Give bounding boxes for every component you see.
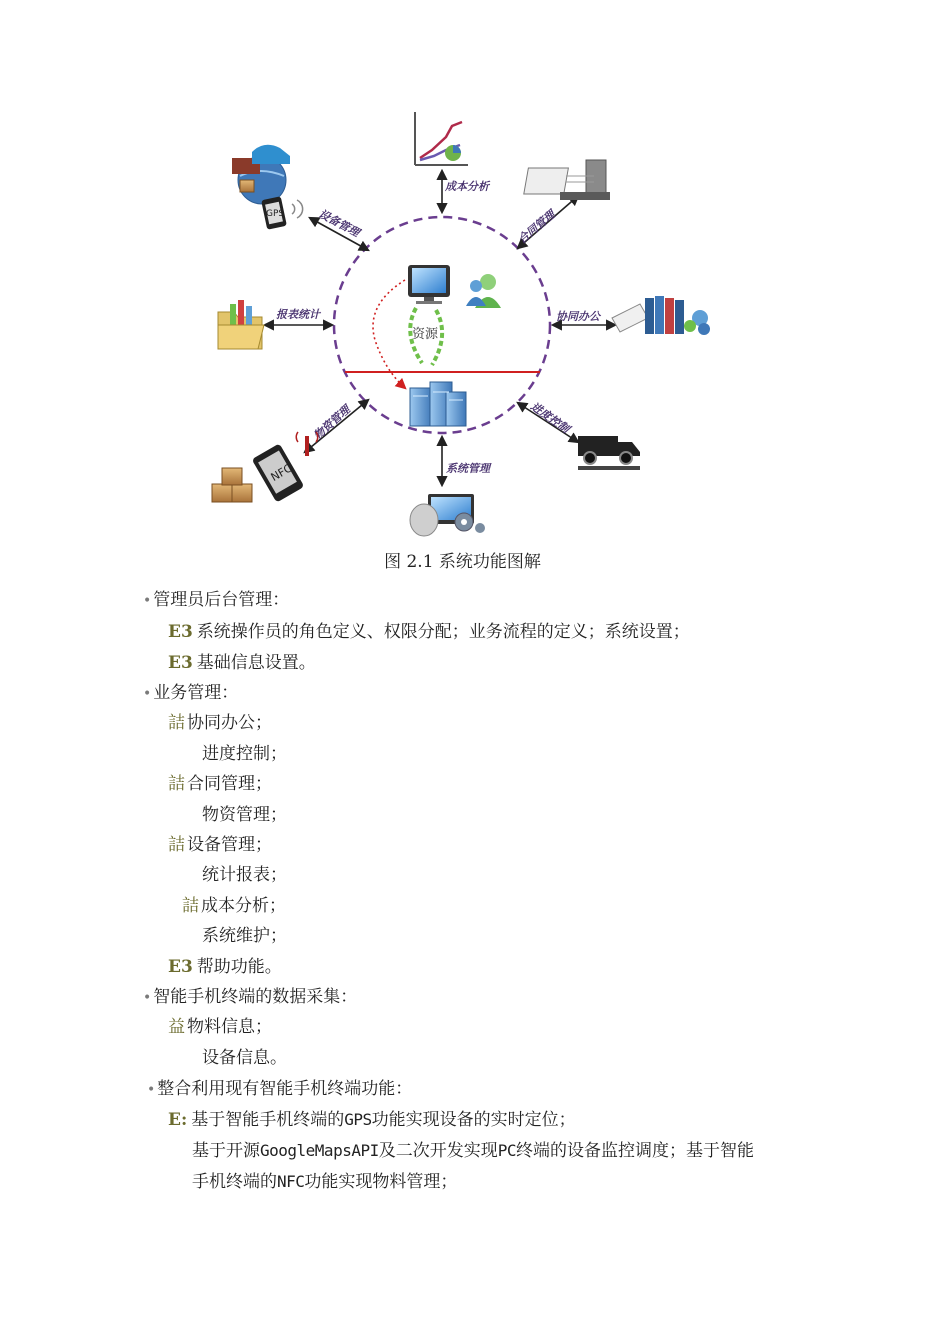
center-computer-icon — [408, 265, 450, 304]
users-icon — [466, 274, 501, 308]
gps-text: GPS — [266, 209, 285, 219]
system-computer-icon — [410, 494, 485, 536]
item-text: 基于开源 — [192, 1141, 260, 1161]
item-text: 及二次开发实现 — [378, 1141, 498, 1161]
item-marker: E: — [168, 1110, 188, 1130]
item-marker: 詰 — [168, 774, 185, 794]
list-item — [168, 1016, 272, 1038]
item-text: 协同办公； — [187, 713, 272, 733]
item-text: 基于智能手机终端的 — [191, 1110, 345, 1130]
truck-icon — [578, 436, 640, 470]
boxes-icon — [212, 468, 252, 502]
section-business — [143, 682, 238, 705]
list-item: 设备信息。 — [202, 1048, 287, 1068]
item-text: 基础信息设置。 — [196, 653, 316, 673]
item-marker: 詰 — [168, 835, 185, 855]
item-text: 成本分析； — [201, 896, 286, 916]
section-title: 整合利用现有智能手机终端功能： — [157, 1079, 413, 1099]
list-item: 统计报表； — [202, 865, 287, 885]
figure-caption: 图 2.1 系统功能图解 — [384, 552, 541, 572]
collaboration-icon — [612, 296, 710, 335]
item-text: 合同管理； — [187, 774, 272, 794]
item-marker: 詰 — [168, 713, 185, 733]
item-text: 物料信息； — [187, 1017, 272, 1037]
label-material: 物资管理 — [311, 403, 353, 443]
system-function-diagram — [0, 0, 950, 545]
list-item — [168, 834, 272, 856]
section-mobile-data — [143, 986, 357, 1009]
list-item — [168, 773, 272, 795]
folder-icon — [218, 300, 264, 349]
label-progress: 进度控制 — [528, 399, 572, 436]
chart-icon — [415, 112, 468, 165]
item-text: 帮助功能。 — [196, 957, 282, 977]
bullet: • — [143, 990, 152, 1006]
list-item: 系统维护； — [202, 926, 287, 946]
label-contract: 合同管理 — [515, 208, 558, 247]
list-item — [168, 1109, 576, 1131]
list-item — [192, 1171, 457, 1193]
bullet: • — [147, 1082, 156, 1098]
label-report: 报表统计 — [276, 308, 320, 321]
item-marker: 詰 — [182, 896, 199, 916]
nfc-phone-icon — [252, 432, 318, 503]
list-item: 进度控制； — [202, 744, 287, 764]
section-title: 智能手机终端的数据采集： — [153, 987, 358, 1007]
contract-icon — [524, 160, 610, 200]
list-item — [192, 1140, 754, 1162]
list-item — [182, 895, 286, 917]
item-text: PC — [497, 1141, 516, 1160]
label-device: 设备管理 — [316, 207, 362, 240]
device-icon — [232, 145, 303, 230]
item-marker: E3 — [168, 957, 193, 977]
item-text: NFC — [277, 1172, 305, 1191]
section-title: 业务管理： — [153, 683, 239, 703]
list-item — [168, 712, 272, 734]
label-collab: 协同办公 — [556, 310, 600, 323]
item-marker: E3 — [168, 622, 193, 642]
center-label: 资源 — [411, 327, 439, 342]
item-text: 功能实现设备的实时定位； — [371, 1110, 576, 1130]
list-item — [168, 621, 690, 643]
nfc-text: NFC — [268, 461, 295, 484]
item-text: GoogleMapsAPI — [260, 1141, 379, 1160]
item-text: 手机终端的 — [192, 1172, 277, 1192]
section-integration — [147, 1078, 412, 1101]
label-cost: 成本分析 — [445, 180, 489, 193]
item-marker: E3 — [168, 653, 193, 673]
section-title: 管理员后台管理： — [153, 590, 290, 610]
item-text: 功能实现物料管理； — [304, 1172, 458, 1192]
label-system: 系统管理 — [446, 462, 490, 475]
bullet: • — [143, 686, 152, 702]
list-item — [168, 652, 316, 674]
server-icon — [410, 382, 466, 426]
list-item: 物资管理； — [202, 805, 287, 825]
item-text: 设备管理； — [187, 835, 272, 855]
section-admin — [143, 589, 289, 612]
item-text: 系统操作员的角色定义、权限分配；业务流程的定义；系统设置； — [196, 622, 690, 642]
item-text: GPS — [344, 1110, 372, 1129]
bullet: • — [143, 593, 152, 609]
item-text: 终端的设备监控调度；基于智能 — [516, 1141, 754, 1161]
list-item — [168, 956, 282, 978]
item-marker: 益 — [168, 1017, 185, 1037]
